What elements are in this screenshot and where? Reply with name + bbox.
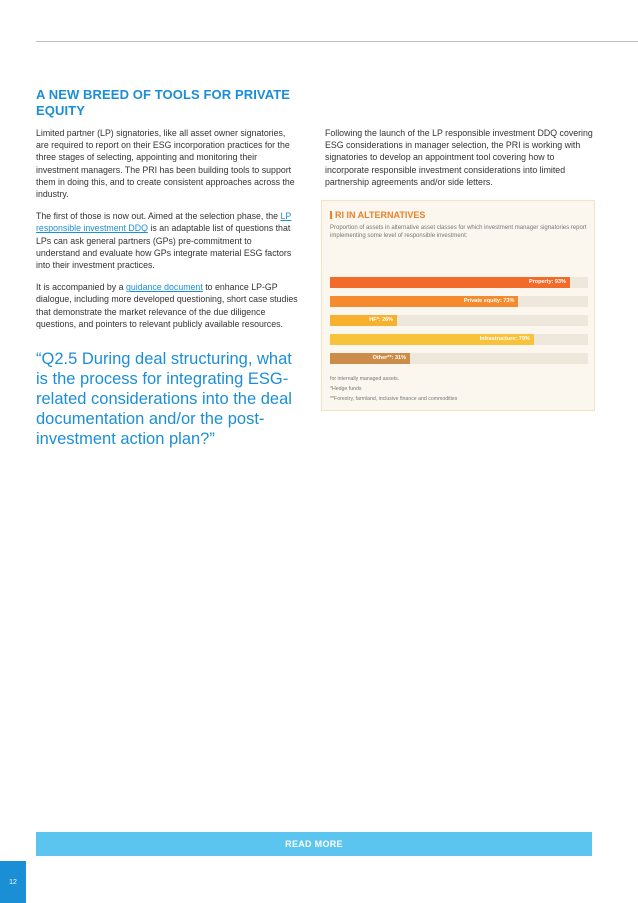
bar bbox=[330, 353, 410, 364]
bar bbox=[330, 334, 534, 345]
chart-note: *Hedge funds bbox=[330, 386, 362, 392]
paragraph-2-text-b: is an adaptable list of questions that LPs can ask general partners (GPs) pre-commitment to understand and evaluate how GPs integrate material ESG factors into their investment practices. bbox=[36, 223, 292, 271]
bar bbox=[330, 296, 518, 307]
bar-row-other bbox=[330, 353, 588, 364]
paragraph-3-text-a: It is accompanied by a bbox=[36, 282, 126, 293]
chart-title bbox=[330, 210, 425, 220]
top-divider bbox=[36, 41, 638, 42]
bar-label: Infrastructure: 79% bbox=[479, 336, 530, 342]
bar-row-infrastructure bbox=[330, 334, 588, 345]
bar bbox=[330, 277, 570, 288]
page-number: 12 bbox=[0, 861, 26, 903]
section-heading: A NEW BREED OF TOOLS FOR PRIVATE EQUITY bbox=[36, 87, 291, 118]
paragraph-2 bbox=[36, 210, 298, 271]
right-paragraph-1: Following the launch of the LP responsible investment DDQ covering ESG considerations in manager selection, the PRI is working with signatories to develop an appointment tool covering how to incorporate responsible investment considerations into limited partnership agreements and/or side letters. bbox=[325, 128, 593, 187]
left-column bbox=[36, 127, 298, 340]
right-column bbox=[325, 127, 595, 188]
bar-label: Property: 93% bbox=[528, 279, 566, 285]
bar-label: Private equity: 73% bbox=[463, 298, 515, 304]
paragraph-2-text-a: The first of those is now out. Aimed at the selection phase, the bbox=[36, 211, 281, 222]
ri-alternatives-chart bbox=[321, 200, 595, 411]
chart-notes bbox=[330, 374, 457, 404]
lp-ddq-link[interactable]: LP responsible investment DDQ bbox=[36, 211, 292, 234]
pull-quote: “Q2.5 During deal structuring, what is the process for integrating ESG-related considerations into the deal documentation and/or the post-investment action plan?” bbox=[36, 350, 292, 448]
title-rule-icon bbox=[330, 211, 332, 219]
guidance-document-link[interactable]: guidance document bbox=[125, 282, 203, 293]
bar-row-private-equity bbox=[330, 296, 588, 307]
chart-subtitle: Proportion of assets in alternative asset classes for which investment manager signatories report implementing some level of responsible investment: bbox=[330, 225, 587, 239]
chart-title-text: RI IN ALTERNATIVES bbox=[335, 210, 426, 220]
paragraph-1: Limited partner (LP) signatories, like all asset owner signatories, are required to report on their ESG incorporation practices for the three stages of selecting, appointing and monitoring their investment managers. The PRI has been building tools to support them in doing this, and to create consistent approaches across the industry. bbox=[36, 128, 295, 200]
paragraph-3-text-b: to enhance LP-GP dialogue, including more developed questioning, short case studies that demonstrate the market relevance of the due diligence questions, and pointers to relevant publicly available resources. bbox=[36, 282, 298, 329]
bar-row-hf bbox=[330, 315, 588, 326]
bar bbox=[330, 315, 397, 326]
bar-label: HF*: 26% bbox=[369, 317, 394, 323]
chart-note: **Forestry, farmland, inclusive finance and commodities bbox=[330, 396, 458, 402]
read-more-button[interactable]: READ MORE bbox=[36, 832, 592, 856]
paragraph-3 bbox=[36, 281, 298, 330]
bar-row-property bbox=[330, 277, 588, 288]
chart-note: for internally managed assets. bbox=[330, 376, 400, 382]
bar-label: Other**: 31% bbox=[372, 355, 406, 361]
